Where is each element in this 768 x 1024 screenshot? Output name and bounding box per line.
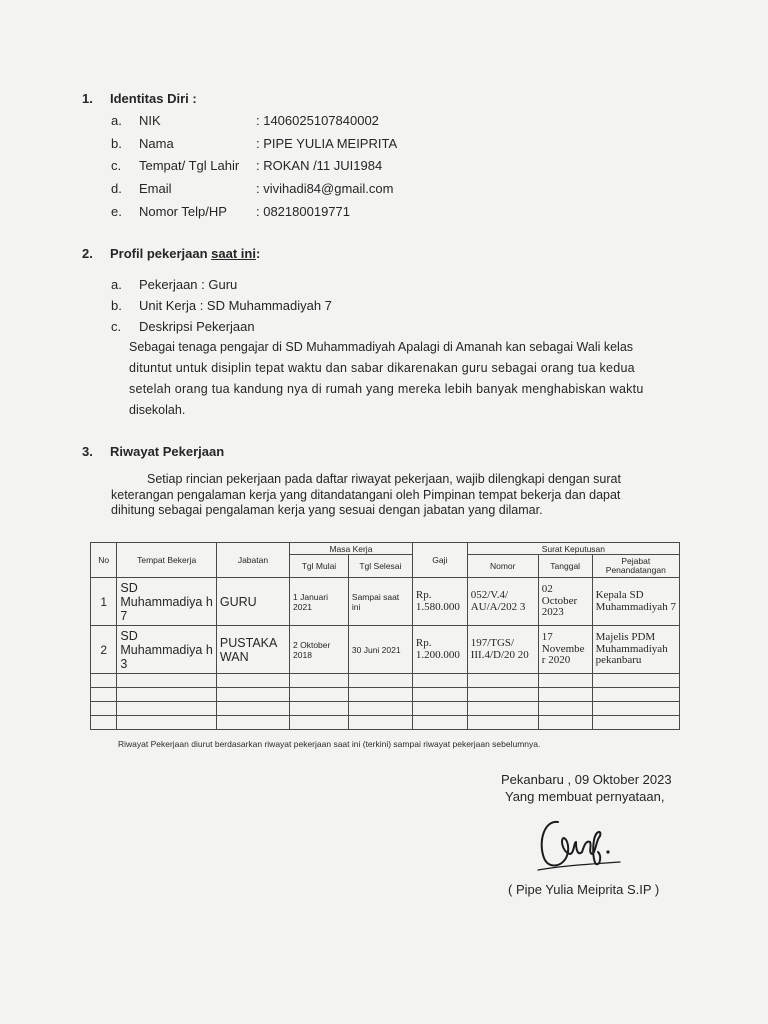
profile-description-label: Deskripsi Pekerjaan bbox=[139, 319, 255, 334]
section-2-number: 2. bbox=[82, 246, 93, 261]
section-1-number: 1. bbox=[82, 91, 93, 106]
profile-job: Pekerjaan : Guru bbox=[139, 277, 238, 292]
work-history-table bbox=[90, 542, 680, 730]
header-position: Jabatan bbox=[216, 543, 289, 578]
cell-no: 1 bbox=[91, 578, 117, 626]
cell-decree-date: 17 Novembe r 2020 bbox=[538, 626, 592, 674]
profile-unit: Unit Kerja : SD Muhammadiyah 7 bbox=[139, 298, 332, 313]
identity-letter: c. bbox=[111, 158, 122, 173]
signature-image bbox=[530, 812, 625, 877]
identity-label-birth: Tempat/ Tgl Lahir bbox=[139, 158, 240, 173]
identity-letter: e. bbox=[111, 204, 122, 219]
identity-letter: d. bbox=[111, 181, 122, 196]
identity-letter: b. bbox=[111, 136, 122, 151]
job-description-line: Sebagai tenaga pengajar di SD Muhammadiyah Apalagi di Amanah kan sebagai Wali kelas bbox=[129, 340, 634, 354]
job-description-line: disekolah. bbox=[129, 403, 186, 417]
identity-value-phone: : 082180019771 bbox=[256, 204, 350, 219]
identity-label-name: Nama bbox=[139, 136, 174, 151]
cell-position: PUSTAKA WAN bbox=[216, 626, 289, 674]
cell-decree-date: 02 October 2023 bbox=[538, 578, 592, 626]
cell-workplace: SD Muhammadiya h 7 bbox=[117, 578, 217, 626]
cell-no: 2 bbox=[91, 626, 117, 674]
identity-value-name: : PIPE YULIA MEIPRITA bbox=[256, 136, 398, 151]
cell-workplace: SD Muhammadiya h 3 bbox=[117, 626, 217, 674]
place-date: Pekanbaru , 09 Oktober 2023 bbox=[501, 772, 672, 787]
table-row bbox=[91, 626, 680, 674]
profile-letter: c. bbox=[111, 319, 122, 334]
cell-start-date: 2 Oktober 2018 bbox=[290, 626, 349, 674]
cell-signing-official: Kepala SD Muhammadiyah 7 bbox=[592, 578, 679, 626]
section-2-title bbox=[110, 246, 260, 261]
table-row-empty bbox=[91, 716, 680, 730]
profile-letter: a. bbox=[111, 277, 122, 292]
table-note: Riwayat Pekerjaan diurut berdasarkan riwayat pekerjaan saat ini (terkini) sampai riwayat pekerjaan sebelumnya. bbox=[118, 739, 541, 749]
identity-label-email: Email bbox=[139, 181, 172, 196]
cell-decree-number: 197/TGS/ III.4/D/20 20 bbox=[467, 626, 538, 674]
cell-signing-official: Majelis PDM Muhammadiyah pekanbaru bbox=[592, 626, 679, 674]
section-2-title-underlined: saat ini bbox=[211, 246, 256, 261]
job-description-line: dituntut untuk disiplin tepat waktu dan sabar dikarenakan guru sebagai orang tua kedua bbox=[129, 361, 635, 375]
section-1-title: Identitas Diri : bbox=[110, 91, 197, 106]
cell-position: GURU bbox=[216, 578, 289, 626]
history-intro-line: keterangan pengalaman kerja yang ditandatangani oleh Pimpinan tempat bekerja dan dapat bbox=[111, 488, 621, 502]
section-2-title-colon: : bbox=[255, 246, 261, 261]
header-signing-official: Pejabat Penandatangan bbox=[592, 555, 679, 578]
identity-value-nik: : 1406025107840002 bbox=[256, 113, 379, 128]
cell-end-date: Sampai saat ini bbox=[348, 578, 412, 626]
cell-start-date: 1 Januari 2021 bbox=[290, 578, 349, 626]
table-row-empty bbox=[91, 702, 680, 716]
header-salary: Gaji bbox=[412, 543, 467, 578]
history-intro-line: Setiap rincian pekerjaan pada daftar riwayat pekerjaan, wajib dilengkapi dengan surat bbox=[147, 472, 621, 486]
identity-label-phone: Nomor Telp/HP bbox=[139, 204, 227, 219]
section-3-number: 3. bbox=[82, 444, 93, 459]
identity-letter: a. bbox=[111, 113, 122, 128]
header-date: Tanggal bbox=[538, 555, 592, 578]
header-workplace: Tempat Bekerja bbox=[117, 543, 217, 578]
cell-end-date: 30 Juni 2021 bbox=[348, 626, 412, 674]
section-3-title: Riwayat Pekerjaan bbox=[110, 444, 225, 459]
table-row bbox=[91, 578, 680, 626]
statement: Yang membuat pernyataan, bbox=[505, 789, 665, 804]
job-description-line: setelah orang tua kandung nya di rumah yang mereka lebih banyak menghabiskan waktu bbox=[129, 382, 644, 396]
profile-letter: b. bbox=[111, 298, 122, 313]
cell-decree-number: 052/V.4/ AU/A/202 3 bbox=[467, 578, 538, 626]
cell-salary: Rp. 1.580.000 bbox=[412, 578, 467, 626]
section-2-title-text: Profil pekerjaan bbox=[110, 246, 212, 261]
header-no: No bbox=[91, 543, 117, 578]
identity-value-birth: : ROKAN /11 JUI1984 bbox=[256, 158, 383, 173]
header-number: Nomor bbox=[467, 555, 538, 578]
history-intro-line: dihitung sebagai pengalaman kerja yang sesuai dengan jabatan yang dilamar. bbox=[111, 503, 543, 517]
identity-value-email: : vivihadi84@gmail.com bbox=[256, 181, 394, 196]
signer-name: ( Pipe Yulia Meiprita S.IP ) bbox=[508, 882, 660, 897]
header-decree: Surat Keputusan bbox=[467, 543, 679, 555]
table-row-empty bbox=[91, 688, 680, 702]
identity-label-nik: NIK bbox=[139, 113, 161, 128]
header-end-date: Tgl Selesai bbox=[348, 555, 412, 578]
header-start-date: Tgl Mulai bbox=[290, 555, 349, 578]
header-work-period: Masa Kerja bbox=[290, 543, 413, 555]
cell-salary: Rp. 1.200.000 bbox=[412, 626, 467, 674]
table-row-empty bbox=[91, 674, 680, 688]
